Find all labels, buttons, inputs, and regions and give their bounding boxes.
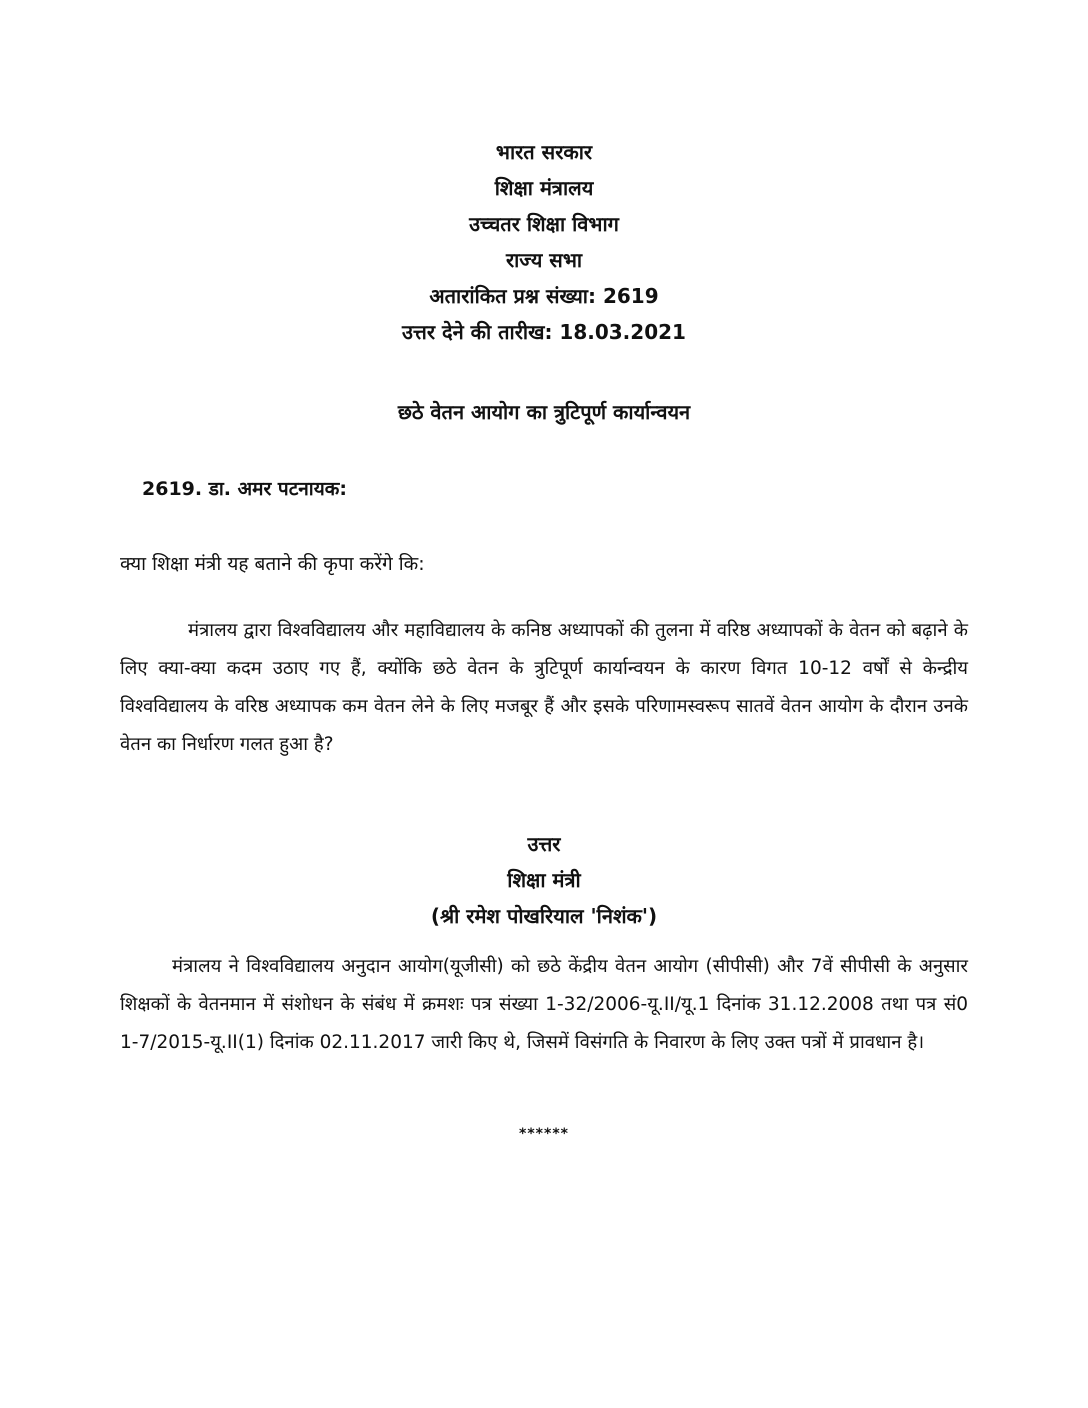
header-answer-date: उत्तर देने की तारीख: 18.03.2021 xyxy=(402,320,686,344)
question-text: मंत्रालय द्वारा विश्वविद्यालय और महाविद्यालय के कनिष्ठ अध्यापकों की तुलना में वरिष्ठ अध्यापकों के वेतन को बढ़ाने के लिए क्या-क्या कदम उठाए गए हैं, क्योंकि छठे वेतन के त्रुटिपूर्ण कार्यान्वयन के कारण विगत 10-12 वर्षों से केन्द्रीय विश्वविद्यालय के वरिष्ठ अध्यापक कम वेतन लेने के लिए मजबूर हैं और इसके परिणामस्वरूप सातवें वेतन आयोग के दौरान उनके वेतन का निर्धारण गलत हुआ है? xyxy=(120,620,968,755)
header-department: उच्चतर शिक्षा विभाग xyxy=(469,212,619,236)
question-number: 2619. डा. अमर पटनायक: xyxy=(142,478,347,500)
answer-text: मंत्रालय ने विश्वविद्यालय अनुदान आयोग(यूजीसी) को छठे केंद्रीय वेतन आयोग (सीपीसी) और 7वें सीपीसी के अनुसार शिक्षकों के वेतनमान में संशोधन के संबंध में क्रमशः पत्र संख्या 1-32/2006-यू.II/यू.1 दिनांक 31.12.2008 तथा पत्र सं0 1-7/2015-यू.II(1) दिनांक 02.11.2017 जारी किए थे, जिसमें विसंगति के निवारण के लिए उक्त पत्रों में प्रावधान है। xyxy=(120,956,968,1053)
answer-heading: उत्तर xyxy=(527,832,561,856)
header-ministry: शिक्षा मंत्रालय xyxy=(494,176,594,200)
minister-name: (श्री रमेश पोखरियाल 'निशंक') xyxy=(430,904,658,928)
minister-title: शिक्षा मंत्री xyxy=(507,868,581,892)
end-marker: ****** xyxy=(519,1126,569,1142)
document-header xyxy=(0,134,1088,350)
answer-header xyxy=(0,826,1088,934)
header-question-number: अतारांकित प्रश्न संख्या: 2619 xyxy=(429,284,659,308)
question-intro: क्या शिक्षा मंत्री यह बताने की कृपा करेंगे कि: xyxy=(120,553,425,575)
header-house: राज्य सभा xyxy=(505,248,583,272)
header-government: भारत सरकार xyxy=(495,140,593,164)
question-title: छठे वेतन आयोग का त्रुटिपूर्ण कार्यान्वयन xyxy=(397,400,691,424)
